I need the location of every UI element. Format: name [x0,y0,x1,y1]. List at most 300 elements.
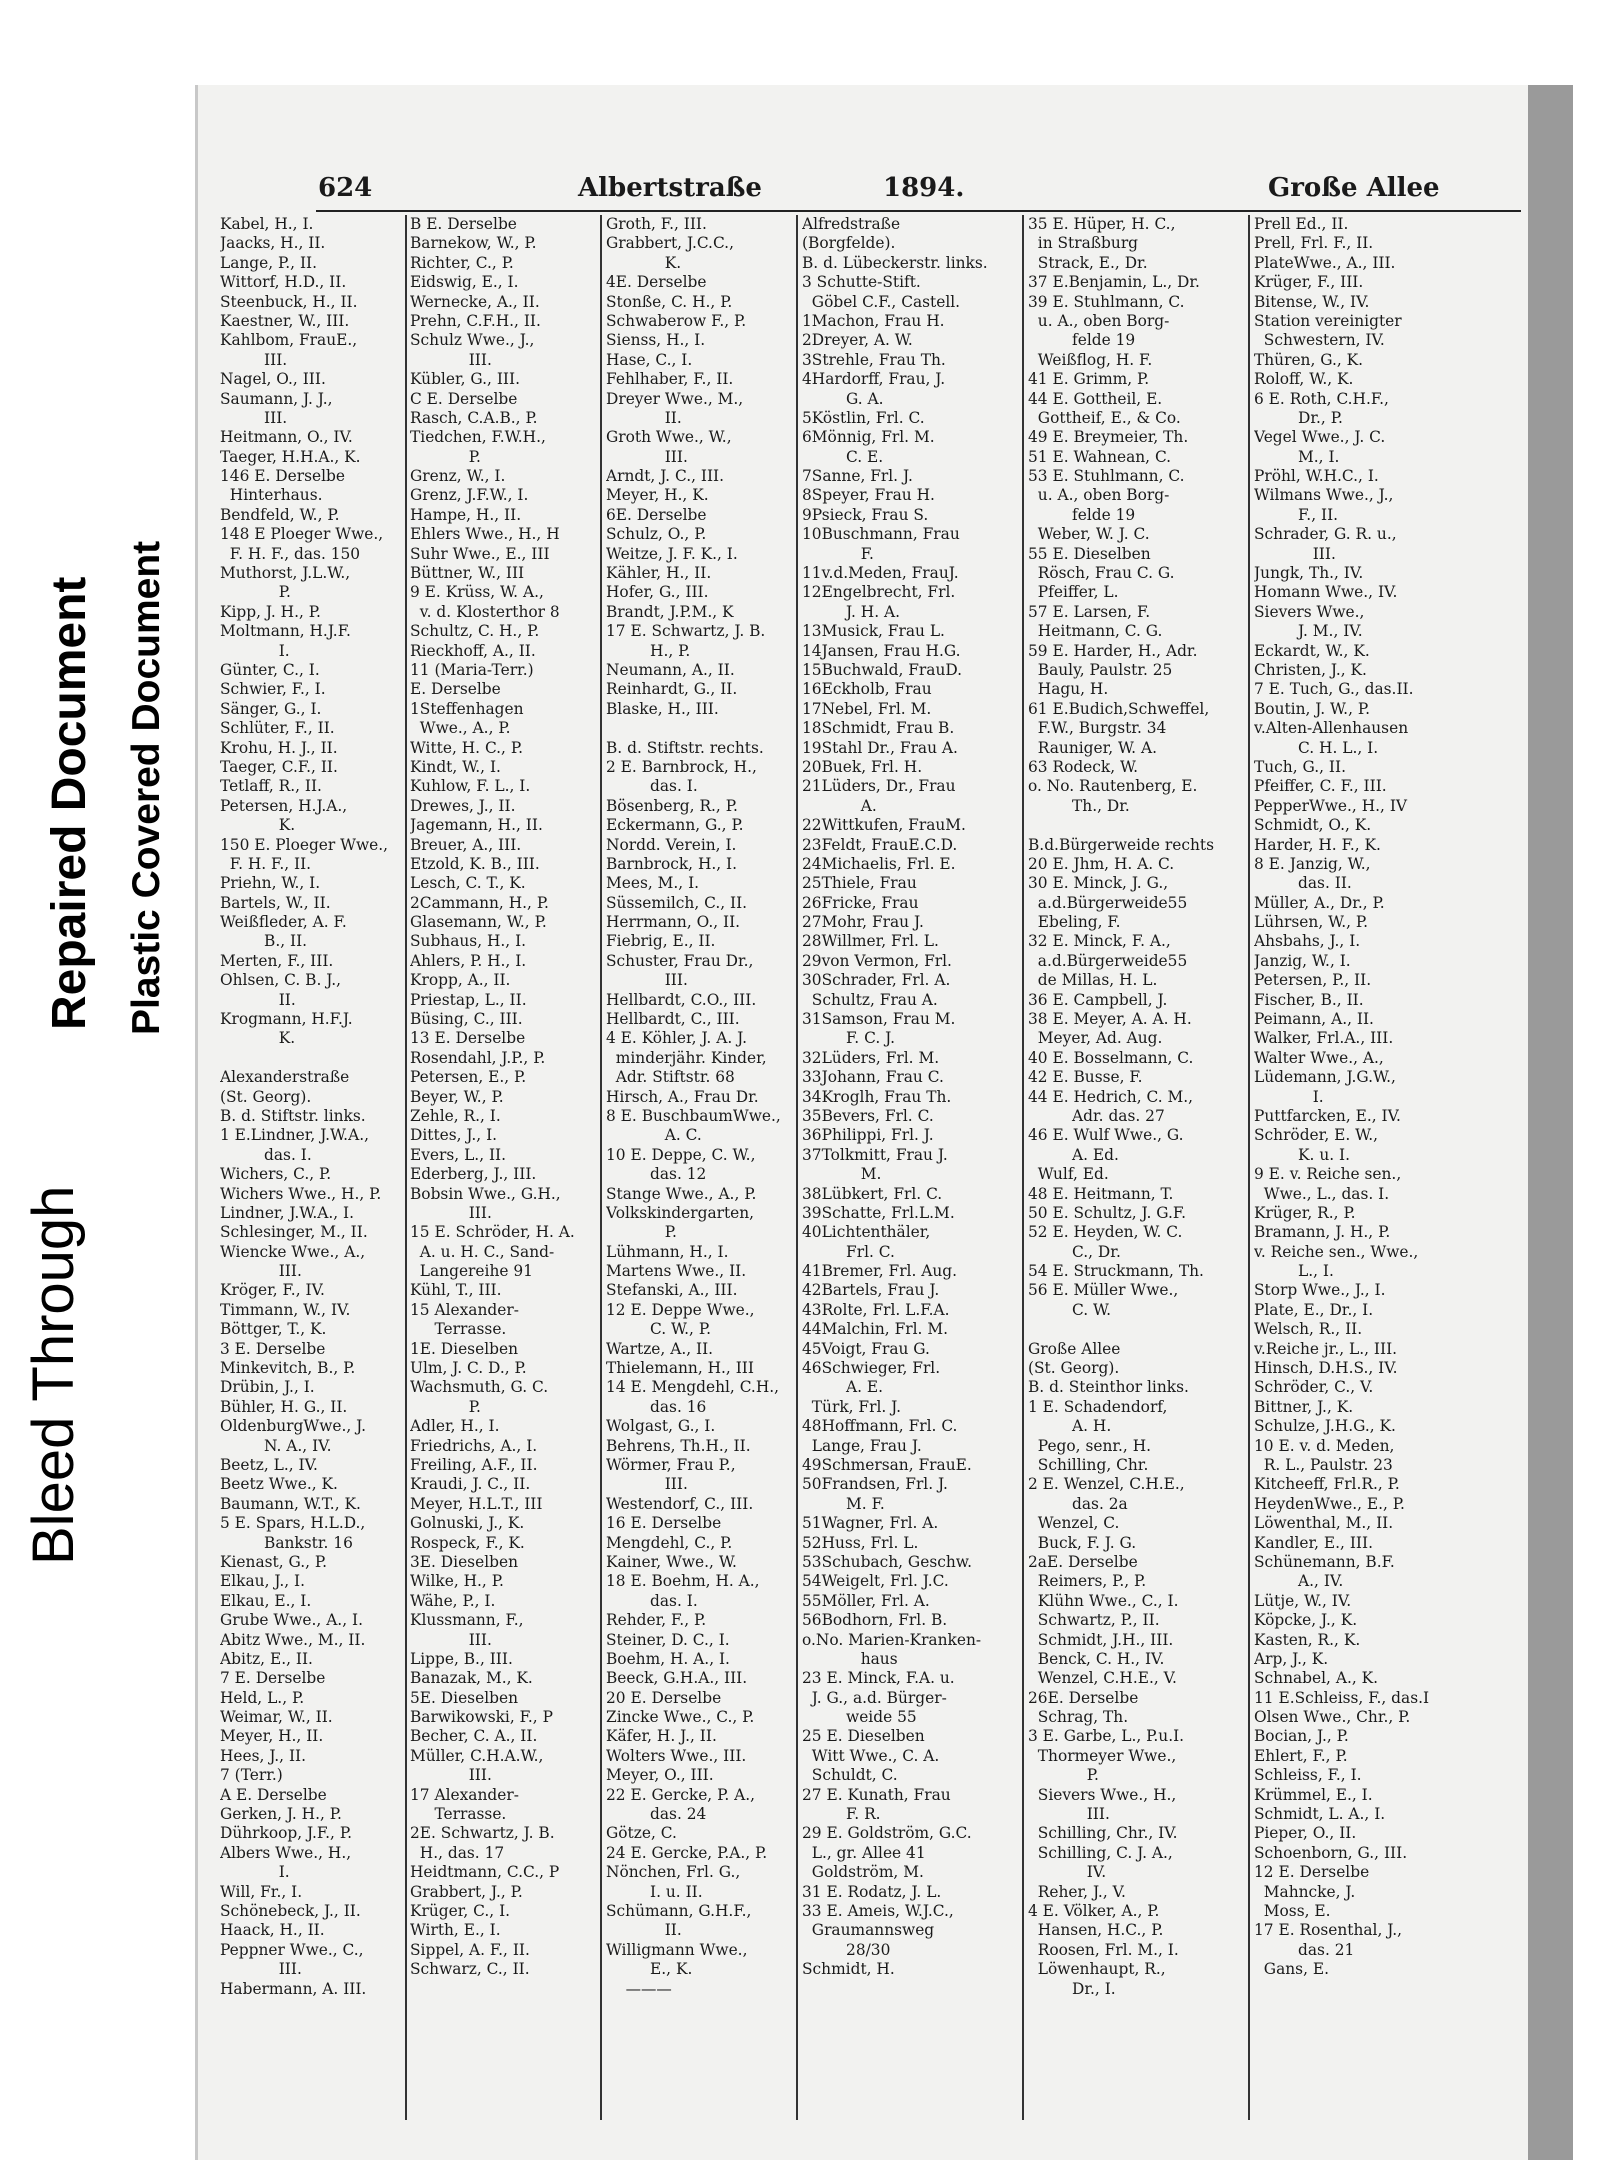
directory-entry: 17 Alexander- [410,1785,519,1804]
directory-entry: 50 E. Schultz, J. G.F. [1028,1203,1187,1222]
directory-entry: 5 E. Spars, H.L.D., [220,1514,366,1533]
directory-entry: A. C. [606,1126,702,1145]
directory-entry: felde 19 [1028,331,1136,350]
directory-entry: weide 55 [802,1708,917,1727]
directory-entry: Puttfarcken, E., IV. [1254,1106,1401,1125]
directory-entry: Blaske, H., III. [606,699,719,718]
directory-entry: Sievers Wwe., H., [1028,1785,1177,1804]
directory-entry: Adr. das. 27 [1028,1106,1165,1125]
directory-entry: Ahlers, P. H., I. [410,951,527,970]
directory-entry: Dr., I. [1028,1979,1116,1998]
directory-entry: HeydenWwe., E., P. [1254,1494,1405,1513]
directory-entry: 12 E. Derselbe [1254,1863,1370,1882]
directory-entry: 1Steffenhagen [410,699,524,718]
directory-entry: Adr. Stiftstr. 68 [606,1068,735,1087]
directory-entry: Eckardt, W., K. [1254,641,1370,660]
directory-entry: o. No. Rautenberg, E. [1028,777,1198,796]
directory-entry: Lange, Frau J. [802,1436,922,1455]
directory-entry: Eckermann, G., P. [606,816,744,835]
directory-entry: III. [220,1262,302,1281]
directory-entry: M. F. [802,1494,885,1513]
directory-entry: Schuster, Frau Dr., [606,951,754,970]
directory-entry: Bösenberg, R., P. [606,796,738,815]
directory-entry: L., I. [1254,1262,1334,1281]
directory-entry: III. [1028,1805,1110,1824]
directory-entry: Prell Ed., II. [1254,215,1349,233]
directory-entry: Gans, E. [1254,1960,1329,1979]
directory-entry: Kropp, A., II. [410,971,511,990]
column-divider [600,215,602,2120]
directory-entry: Wolters Wwe., III. [606,1746,747,1765]
directory-entry: 8 E. BuschbaumWwe., [606,1106,781,1125]
directory-entry: felde 19 [1028,505,1136,524]
directory-entry: 59 E. Harder, H., Adr. [1028,641,1198,660]
directory-entry: Klussmann, F., [410,1611,524,1630]
directory-entry: Wwe., L., das. I. [1254,1184,1390,1203]
directory-entry: Behrens, Th.H., II. [606,1436,751,1455]
directory-entry: Götze, C. [606,1824,677,1843]
directory-entry: Reher, J., V. [1028,1882,1126,1901]
directory-entry: Lütje, W., IV. [1254,1591,1352,1610]
directory-entry: Nordd. Verein, I. [606,835,737,854]
directory-entry: Türk, Frl. J. [802,1397,902,1416]
directory-entry: Roloff, W., K. [1254,370,1354,389]
directory-entry: 41 E. Grimm, P. [1028,370,1150,389]
directory-entry: F. C. J. [802,1029,895,1048]
directory-entry: 7 (Terr.) [220,1766,283,1785]
directory-entry: Suhr Wwe., E., III [410,544,550,563]
directory-entry: Kienast, G., P. [220,1552,328,1571]
directory-entry: Krümmel, E., I. [1254,1785,1373,1804]
year-heading: 1894. [883,173,965,203]
directory-entry: I. u. II. [606,1882,703,1901]
directory-entry: Abitz, E., II. [220,1649,313,1668]
directory-entry: 5E. Dieselben [410,1688,518,1707]
directory-entry: Ehlert, F., P. [1254,1746,1348,1765]
directory-entry: 9Psieck, Frau S. [802,505,929,524]
directory-entry: 49Schmersan, FrauE. [802,1456,972,1474]
directory-entry: Arndt, J. C., III. [606,467,724,486]
directory-entry: Wiencke Wwe., A., [220,1242,366,1261]
directory-entry: 43Rolte, Frl. L.F.A. [802,1300,950,1319]
directory-entry: 18 E. Boehm, H. A., [606,1572,760,1591]
directory-entry: Göbel C.F., Castell. [802,292,961,311]
directory-entry: 3E. Dieselben [410,1552,518,1571]
directory-entry: Kühl, T., III. [410,1281,502,1300]
directory-entry: 15 Alexander- [410,1300,519,1319]
directory-entry: Kuhlow, F. L., I. [410,777,531,796]
directory-entry: Roosen, Frl. M., I. [1028,1940,1179,1959]
directory-entry: Sienss, H., I. [606,331,706,350]
directory-entry: Hase, C., I. [606,350,693,369]
directory-entry: 15 E. Schröder, H. A. [410,1223,575,1242]
directory-entry: III. [220,350,288,369]
directory-entry: 56Bodhorn, Frl. B. [802,1611,948,1630]
directory-entry: Bitense, W., IV. [1254,292,1370,311]
directory-entry: F. H. F., das. 150 [220,544,361,563]
directory-entry: Freiling, A.F., II. [410,1456,538,1474]
directory-entry: Peimann, A., II. [1254,1010,1374,1029]
directory-entry: J. H. A. [802,602,901,621]
directory-entry: Merten, F., III. [220,951,334,970]
directory-entry: Sippel, A. F., II. [410,1940,530,1959]
directory-entry: a.d.Bürgerweide55 [1028,951,1188,970]
directory-entry: Rasch, C.A.B., P. [410,408,538,427]
directory-entry: A E. Derselbe [220,1785,327,1804]
directory-entry: Bittner, J., K. [1254,1397,1354,1416]
directory-entry: in Straßburg [1028,234,1139,253]
directory-entry: Subhaus, H., I. [410,932,527,951]
directory-entry: Martens Wwe., II. [606,1262,747,1281]
directory-entry: Tuch, G., II. [1254,757,1346,776]
directory-entry: 51Wagner, Frl. A. [802,1514,939,1533]
directory-entry: Timmann, W., IV. [220,1300,351,1319]
directory-entry: Becher, C. A., II. [410,1727,538,1746]
directory-entry: Bendfeld, W., P. [220,505,340,524]
directory-entry: 4Hardorff, Frau, J. [802,370,946,389]
directory-entry: Volkskindergarten, [606,1203,755,1222]
directory-entry: Graumannsweg [802,1921,935,1940]
directory-entry: 7 E. Derselbe [220,1669,326,1688]
directory-entry: Willigmann Wwe., [606,1940,748,1959]
directory-entry: A. E. [802,1378,884,1397]
directory-entry: 39 E. Stuhlmann, C. [1028,292,1185,311]
directory-entry: Groth, F., III. [606,215,707,233]
directory-entry: Grenz, W., I. [410,467,506,486]
directory-entry: (St. Georg). [220,1087,312,1106]
directory-entry: Heidtmann, C.C., P [410,1863,560,1882]
directory-entry: 33Johann, Frau C. [802,1068,944,1087]
directory-entry: Rauniger, W. A. [1028,738,1157,757]
directory-entry: Terrasse. [410,1320,507,1339]
directory-entry: Schuldt, C. [802,1766,898,1785]
directory-entry: Harder, H. F., K. [1254,835,1381,854]
directory-entry: Grabbert, J., P. [410,1882,523,1901]
directory-entry: 54 E. Struckmann, Th. [1028,1262,1204,1281]
directory-entry: Nagel, O., III. [220,370,326,389]
directory-entry: 21Lüders, Dr., Frau [802,777,956,796]
directory-entry: Fehlhaber, F., II. [606,370,734,389]
directory-entry: J. M., IV. [1254,622,1363,641]
directory-entry: Beeck, G.H.A., III. [606,1669,748,1688]
directory-entry: Krogmann, H.F.J. [220,1010,353,1029]
directory-entry: (St. Georg). [1028,1359,1120,1378]
directory-entry: Kitcheeff, Frl.R., P. [1254,1475,1400,1494]
directory-entry: A. [802,796,877,815]
directory-entry: 6E. Derselbe [606,505,707,524]
column-6 [1254,215,1519,2160]
directory-entry: Krüger, F., III. [1254,273,1364,292]
directory-entry: 7Sanne, Frl. J. [802,467,913,486]
directory-entry: Walter Wwe., A., [1254,1048,1384,1067]
directory-entry: Schröder, C., V. [1254,1378,1374,1397]
label-sidebar [0,0,190,2177]
directory-entry: Süssemilch, C., II. [606,893,748,912]
directory-entry: Ahsbahs, J., I. [1254,932,1361,951]
directory-entry: Kahlbom, FrauE., [220,331,358,350]
directory-entry: 12Engelbrecht, Frl. [802,583,956,602]
directory-entry: 2Dreyer, A. W. [802,331,913,350]
directory-entry: Saumann, J. J., [220,389,333,408]
directory-entry: Schröder, E. W., [1254,1126,1379,1145]
directory-entry: Schlesinger, M., II. [220,1223,368,1242]
directory-entry: C., Dr. [1028,1242,1121,1261]
directory-entry: C. W. [1028,1300,1112,1319]
page-shadow [1528,85,1573,2160]
directory-entry: Schilling, C. J. A., [1028,1843,1173,1862]
directory-entry: das. 12 [606,1165,707,1184]
directory-entry: 27Mohr, Frau J. [802,913,924,932]
directory-entry: 52Huss, Frl. L. [802,1533,919,1552]
directory-entry: Priestap, L., II. [410,990,527,1009]
directory-entry: Richter, C., P. [410,253,514,272]
directory-entry: Schmidt, J.H., III. [1028,1630,1174,1649]
directory-entry: 1 E. Schadendorf, [1028,1397,1168,1416]
directory-entry: Lüdemann, J.G.W., [1254,1068,1396,1087]
directory-entry: Kabel, H., I. [220,215,314,233]
directory-entry: 48 E. Heitmann, T. [1028,1184,1174,1203]
directory-entry: Wartze, A., II. [606,1339,714,1358]
directory-entry: F., II. [1254,505,1339,524]
directory-entry: Glasemann, W., P. [410,913,547,932]
directory-entry: Ederberg, J., III. [410,1165,537,1184]
directory-entry: 37Tolkmitt, Frau J. [802,1145,948,1164]
directory-entry: A., IV. [1254,1572,1344,1591]
directory-entry: M. [802,1165,882,1184]
directory-entry: 14Jansen, Frau H.G. [802,641,961,660]
directory-entry: Strack, E., Dr. [1028,253,1148,272]
directory-entry: Witte, H. C., P. [410,738,523,757]
directory-entry: Lühmann, H., I. [606,1242,729,1261]
directory-entry: 55 E. Dieselben [1028,544,1151,563]
directory-entry: 50Frandsen, Frl. J. [802,1475,948,1494]
directory-entry: Janzig, W., I. [1254,951,1351,970]
directory-entry: Schmidt, L. A., I. [1254,1805,1386,1824]
directory-entry: Schulz Wwe., J., [410,331,535,350]
directory-entry: Wulf, Ed. [1028,1165,1109,1184]
directory-entry: Hansen, H.C., P. [1028,1921,1164,1940]
directory-entry: C. H. L., I. [1254,738,1379,757]
directory-entry: Kröger, F., IV. [220,1281,325,1300]
directory-entry: 8 E. Janzig, W., [1254,854,1371,873]
directory-entry: F. [802,544,874,563]
directory-entry: Hellbardt, C., III. [606,1010,740,1029]
directory-entry: K. u. I. [1254,1145,1350,1164]
directory-entry: Wolgast, G., I. [606,1417,716,1436]
directory-entry: Drewes, J., II. [410,796,516,815]
directory-entry: 16 E. Derselbe [606,1514,722,1533]
directory-entry: Sievers Wwe., [1254,602,1365,621]
directory-entry: haus [802,1649,898,1668]
directory-entry: 40 E. Bosselmann, C. [1028,1048,1194,1067]
directory-entry: 61 E.Budich,Schweffel, [1028,699,1210,718]
directory-entry: 53Schubach, Geschw. [802,1552,972,1571]
directory-entry: (Borgfelde). [802,234,896,253]
directory-entry: 17 E. Rosenthal, J., [1254,1921,1403,1940]
directory-entry: 2Cammann, H., P. [410,893,549,912]
directory-entry: Evers, L., II. [410,1145,507,1164]
directory-entry: Mahncke, J. [1254,1882,1356,1901]
directory-entry: B. d. Steinthor links. [1028,1378,1189,1397]
directory-entry: Schultz, C. H., P. [410,622,540,641]
directory-entry: Günter, C., I. [220,660,320,679]
directory-entry: u. A., oben Borg- [1028,311,1170,330]
directory-entry: 3Strehle, Frau Th. [802,350,946,369]
directory-entry: minderjähr. Kinder, [606,1048,767,1067]
directory-entry: Petersen, H.J.A., [220,796,348,815]
directory-entry: Schoenborn, G., III. [1254,1843,1408,1862]
directory-entry: Böttger, T., K. [220,1320,327,1339]
directory-entry: 23 E. Minck, F.A. u. [802,1669,955,1688]
directory-entry: 40Lichtenthäler, [802,1223,931,1242]
directory-entry: Stefanski, A., III. [606,1281,738,1300]
directory-entry: 4 E. Völker, A., P. [1028,1901,1160,1920]
directory-entry: Grube Wwe., A., I. [220,1611,363,1630]
directory-entry: o.No. Marien-Kranken- [802,1630,982,1649]
directory-entry: Klühn Wwe., C., I. [1028,1591,1179,1610]
directory-entry: Boutin, J. W., P. [1254,699,1370,718]
directory-entry: Wähe, P., I. [410,1591,496,1610]
directory-entry: das. I. [606,1591,698,1610]
directory-entry: v. d. Klosterthor 8 [410,602,560,621]
directory-entry: 44Malchin, Frl. M. [802,1320,948,1339]
directory-entry: Meyer, Ad. Aug. [1028,1029,1163,1048]
directory-entry: Große Allee [1028,1339,1121,1358]
directory-entry: 22Wittkufen, FrauM. [802,816,966,835]
directory-entry: Schönebeck, J., II. [220,1901,361,1920]
directory-entry: Lesch, C. T., K. [410,874,526,893]
directory-entry: Schlüter, F., II. [220,719,335,738]
directory-entry: Hinsch, D.H.S., IV. [1254,1359,1398,1378]
directory-entry: 51 E. Wahnean, C. [1028,447,1172,466]
directory-entry: Krüger, C., I. [410,1901,511,1920]
directory-entry: Pröhl, W.H.C., I. [1254,467,1379,486]
directory-entry: Krohu, H. J., II. [220,738,338,757]
directory-entry: Vegel Wwe., J. C. [1254,428,1386,447]
directory-entry: III. [220,408,288,427]
directory-entry: C E. Derselbe [410,389,518,408]
directory-entry: Steenbuck, H., II. [220,292,358,311]
directory-entry: Pieper, O., II. [1254,1824,1357,1843]
directory-entry: III. [410,350,492,369]
directory-entry: 44 E. Gottheil, E. [1028,389,1163,408]
directory-entry: Krüger, R., P. [1254,1203,1356,1222]
directory-entry: Kraudi, J. C., II. [410,1475,531,1494]
directory-entry: Banazak, M., K. [410,1669,533,1688]
directory-entry: Reimers, P., P. [1028,1572,1147,1591]
directory-entry: R. L., Paulstr. 23 [1254,1456,1393,1474]
directory-entry: J. G., a.d. Bürger- [802,1688,947,1707]
directory-entry: Bartels, W., II. [220,893,331,912]
directory-entry: 33 E. Ameis, W.J.C., [802,1901,954,1920]
directory-entry: Dittes, J., I. [410,1126,498,1145]
directory-entry: Barnbrock, H., I. [606,854,738,873]
directory-entry: Taeger, H.H.A., K. [220,447,361,466]
directory-entry: das. II. [1254,874,1352,893]
directory-entry: Wernecke, A., II. [410,292,540,311]
directory-entry: 54Weigelt, Frl. J.C. [802,1572,949,1591]
directory-entry: B. d. Stiftstr. links. [220,1106,366,1125]
directory-entry: Ulm, J. C. D., P. [410,1359,527,1378]
directory-entry: 49 E. Breymeier, Th. [1028,428,1189,447]
directory-entry: 12 E. Deppe Wwe., [606,1300,755,1319]
directory-entry: 6 E. Roth, C.H.F., [1254,389,1389,408]
directory-entry: 13 E. Derselbe [410,1029,526,1048]
directory-entry: Muthorst, J.L.W., [220,564,351,583]
directory-entry: III. [1254,544,1336,563]
column-divider [1022,215,1024,2120]
directory-entry: C. W., P. [606,1320,711,1339]
column-2 [410,215,595,2160]
directory-entry: 4E. Derselbe [606,273,707,292]
directory-entry: 4 E. Köhler, J. A. J. [606,1029,747,1048]
directory-entry: Pfeiffer, C. F., III. [1254,777,1387,796]
directory-entry: N. A., IV. [220,1436,332,1455]
directory-entry: 44 E. Hedrich, C. M., [1028,1087,1194,1106]
directory-entry: 20Buek, Frl. H. [802,757,923,776]
directory-entry: Benck, C. H., IV. [1028,1649,1165,1668]
directory-entry: Ehlers Wwe., H., H [410,525,560,544]
directory-entry: PlateWwe., A., III. [1254,253,1396,272]
directory-entry: Dr., P. [1254,408,1343,427]
directory-entry: Wichers Wwe., H., P. [220,1184,382,1203]
directory-entry: III. [606,971,688,990]
directory-entry: Heitmann, O., IV. [220,428,353,447]
directory-entry: Rosendahl, J.P., P. [410,1048,546,1067]
directory-entry: Friedrichs, A., I. [410,1436,538,1455]
directory-entry: 26Fricke, Frau [802,893,919,912]
directory-entry: Th., Dr. [1028,796,1130,815]
directory-entry: 55Möller, Frl. A. [802,1591,930,1610]
directory-entry: 14 E. Mengdehl, C.H., [606,1378,780,1397]
directory-entry: 46Schwieger, Frl. [802,1359,941,1378]
column-divider [1248,215,1250,2120]
directory-entry: Schmidt, O., K. [1254,816,1372,835]
directory-entry: 8Speyer, Frau H. [802,486,935,505]
directory-entry: Elkau, J., I. [220,1572,305,1591]
directory-entry: Alexanderstraße [220,1068,350,1087]
directory-entry: Prell, Frl. F., II. [1254,234,1374,253]
directory-entry: Schmidt, H. [802,1960,895,1979]
directory-entry: Breuer, A., III. [410,835,522,854]
directory-entry: Beetz, L., IV. [220,1456,318,1474]
directory-entry: 150 E. Ploeger Wwe., [220,835,389,854]
directory-entry: Rösch, Frau C. G. [1028,564,1175,583]
directory-entry: 1 E.Lindner, J.W.A., [220,1126,369,1145]
directory-entry: P. [606,1223,677,1242]
directory-entry: 41Bremer, Frl. Aug. [802,1262,958,1281]
directory-entry: Elkau, E., I. [220,1591,312,1610]
directory-entry: A. H. [1028,1417,1112,1436]
directory-entry: Lippe, B., III. [410,1649,513,1668]
directory-entry: Bocian, J., P. [1254,1727,1349,1746]
page-header [318,173,1518,213]
directory-entry: M., I. [1254,447,1340,466]
directory-entry: Schulze, J.H.G., K. [1254,1417,1396,1436]
directory-entry: Adler, H., I. [410,1417,500,1436]
column-divider [405,215,407,2120]
directory-entry: 25Thiele, Frau [802,874,917,893]
directory-entry: Thielemann, H., III [606,1359,754,1378]
directory-entry: 28Willmer, Frl. L. [802,932,939,951]
directory-entry: Jaacks, H., II. [220,234,326,253]
directory-entry: Jungk, Th., IV. [1254,564,1364,583]
directory-entry: das. I. [220,1145,312,1164]
directory-entry: Tetlaff, R., II. [220,777,322,796]
directory-entry: Minkevitch, B., P. [220,1359,356,1378]
directory-entry: das. 16 [606,1397,707,1416]
directory-entry: Albers Wwe., H., [220,1843,352,1862]
